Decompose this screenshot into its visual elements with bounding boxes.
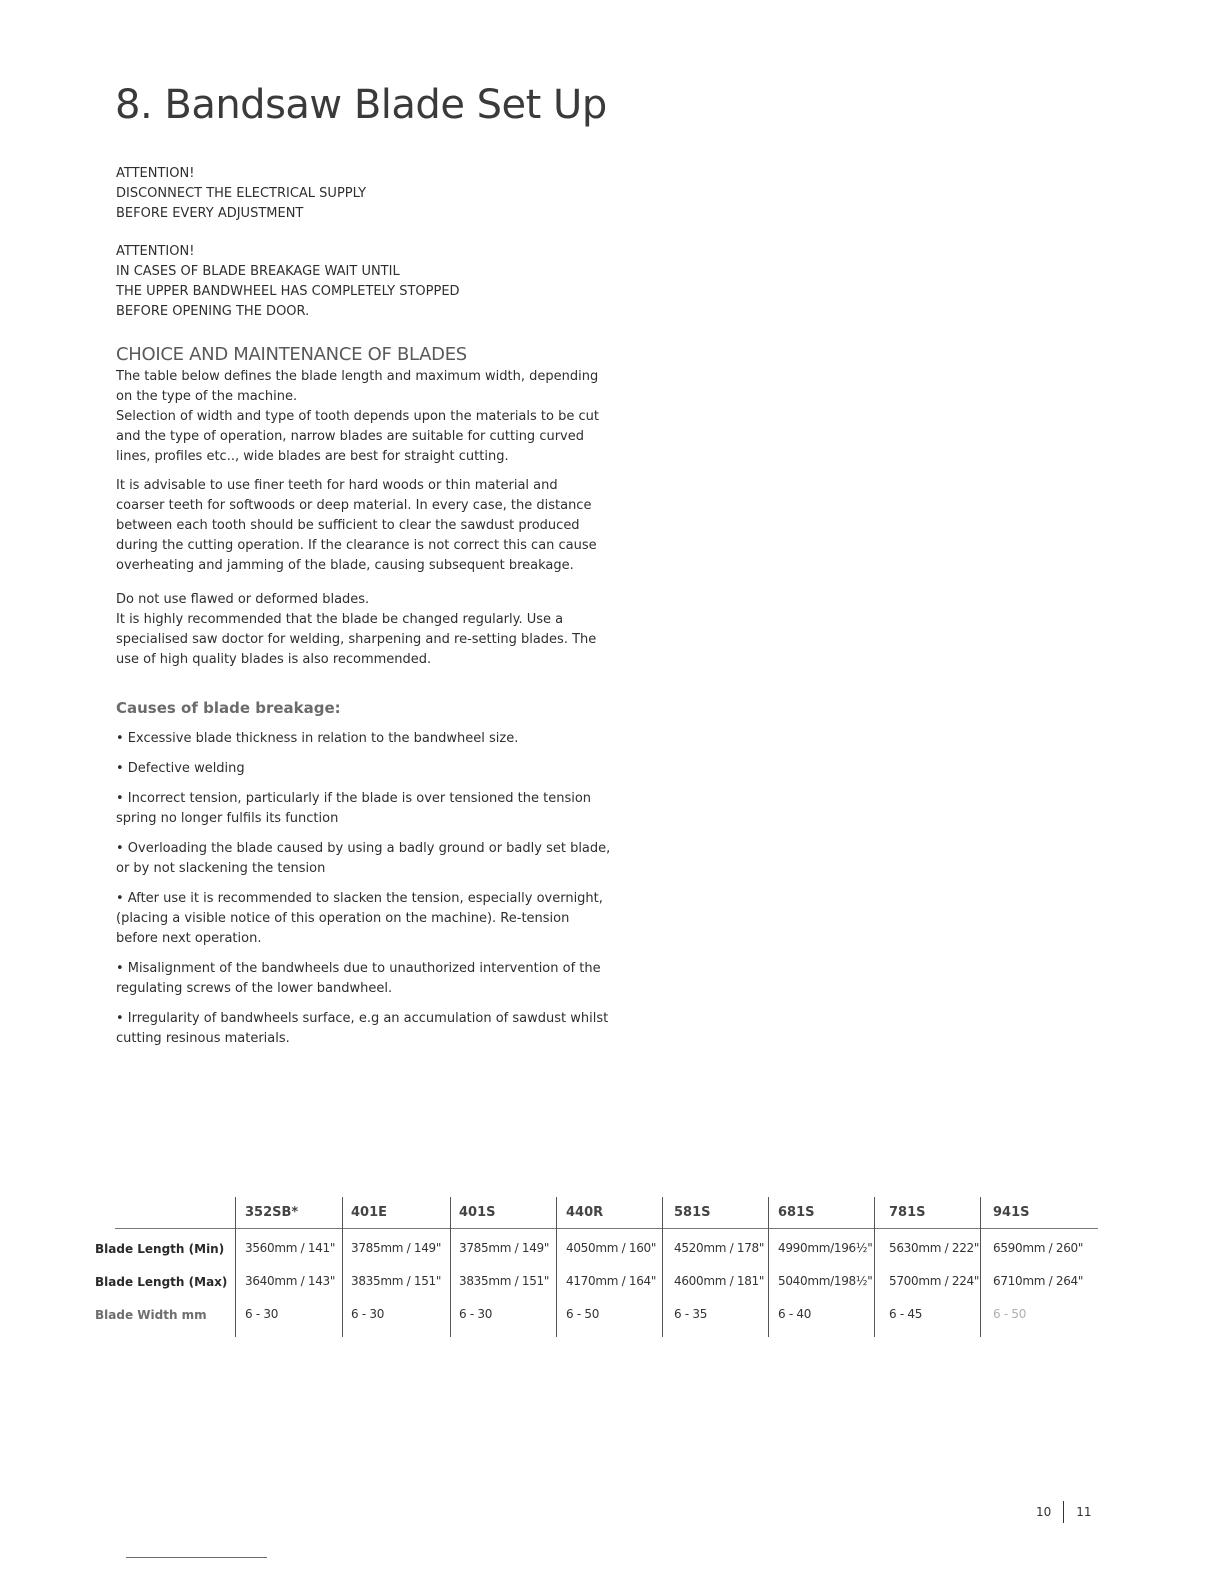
paragraph-line: lines, profiles etc.., wide blades are best for straight cutting. xyxy=(116,449,509,464)
column-divider xyxy=(662,1197,663,1337)
attention-notice-breakage xyxy=(116,242,460,322)
table-cell: 6 - 30 xyxy=(245,1307,279,1321)
list-item xyxy=(116,959,606,999)
column-header: 581S xyxy=(674,1205,711,1220)
list-item-line: regulating screws of the lower bandwheel. xyxy=(116,981,393,996)
list-item-line: • After use it is recommended to slacken the tension, especially overnight, xyxy=(116,891,603,906)
row-label: Blade Length (Min) xyxy=(95,1242,225,1256)
column-header: 941S xyxy=(993,1205,1030,1220)
notice-line: ATTENTION! xyxy=(116,244,195,259)
paragraph-line: use of high quality blades is also recommended. xyxy=(116,652,432,667)
table-cell: 6590mm / 260" xyxy=(993,1241,1084,1255)
paragraph-line: It is advisable to use finer teeth for hard woods or thin material and xyxy=(116,478,558,493)
page-number-right: 11 xyxy=(1076,1505,1092,1519)
list-item-line: • Defective welding xyxy=(116,761,245,776)
table-cell: 5700mm / 224" xyxy=(889,1274,980,1288)
footer-rule xyxy=(126,1557,267,1558)
table-cell: 6 - 45 xyxy=(889,1307,923,1321)
column-header: 440R xyxy=(566,1205,604,1220)
table-cell: 6 - 35 xyxy=(674,1307,708,1321)
list-item-line: • Overloading the blade caused by using a badly ground or badly set blade, xyxy=(116,841,611,856)
notice-line: IN CASES OF BLADE BREAKAGE WAIT UNTIL xyxy=(116,264,400,279)
table-cell: 3835mm / 151" xyxy=(351,1274,442,1288)
list-item xyxy=(116,1009,609,1049)
list-item-line: • Excessive blade thickness in relation to the bandwheel size. xyxy=(116,731,519,746)
list-item-line: • Misalignment of the bandwheels due to unauthorized intervention of the xyxy=(116,961,601,976)
paragraph-line: between each tooth should be sufficient to clear the sawdust produced xyxy=(116,518,580,533)
column-divider xyxy=(556,1197,557,1337)
paragraph-blade-selection xyxy=(116,367,599,467)
attention-notice-electrical xyxy=(116,164,366,224)
notice-line: BEFORE OPENING THE DOOR. xyxy=(116,304,310,319)
paragraph-line: and the type of operation, narrow blades are suitable for cutting curved xyxy=(116,429,584,444)
column-divider xyxy=(768,1197,769,1337)
notice-line: ATTENTION! xyxy=(116,166,195,181)
table-cell: 6 - 50 xyxy=(566,1307,600,1321)
page-title: 8. Bandsaw Blade Set Up xyxy=(115,82,607,128)
row-label: Blade Width mm xyxy=(95,1308,207,1322)
paragraph-line: coarser teeth for softwoods or deep material. In every case, the distance xyxy=(116,498,592,513)
list-item-line: or by not slackening the tension xyxy=(116,861,326,876)
causes-list xyxy=(116,729,611,1059)
table-cell: 6 - 30 xyxy=(351,1307,385,1321)
table-cell: 4050mm / 160" xyxy=(566,1241,657,1255)
paragraph-line: It is highly recommended that the blade be changed regularly. Use a xyxy=(116,612,564,627)
section-heading: CHOICE AND MAINTENANCE OF BLADES xyxy=(116,344,467,365)
list-item xyxy=(116,729,606,749)
paragraph-teeth xyxy=(116,476,596,576)
table-cell: 6 - 30 xyxy=(459,1307,493,1321)
column-divider xyxy=(235,1197,236,1337)
page-number-separator xyxy=(1063,1501,1064,1523)
page-numbers xyxy=(1036,1501,1092,1523)
column-divider xyxy=(980,1197,981,1337)
table-cell: 6710mm / 264" xyxy=(993,1274,1084,1288)
page-number-left: 10 xyxy=(1036,1505,1052,1519)
list-item-line: spring no longer fulfils its function xyxy=(116,811,339,826)
table-cell: 3560mm / 141" xyxy=(245,1241,336,1255)
list-item-line: (placing a visible notice of this operation on the machine). Re-tension xyxy=(116,911,570,926)
column-header: 681S xyxy=(778,1205,815,1220)
list-item-line: • Incorrect tension, particularly if the blade is over tensioned the tension xyxy=(116,791,592,806)
column-header: 781S xyxy=(889,1205,926,1220)
table-cell: 3835mm / 151" xyxy=(459,1274,550,1288)
column-header: 352SB* xyxy=(245,1205,299,1220)
table-cell: 5040mm/198½" xyxy=(778,1274,873,1288)
list-item-line: • Irregularity of bandwheels surface, e.g an accumulation of sawdust whilst xyxy=(116,1011,609,1026)
table-cell: 6 - 50 xyxy=(993,1307,1027,1321)
notice-line: THE UPPER BANDWHEEL HAS COMPLETELY STOPPED xyxy=(116,284,460,299)
column-divider xyxy=(874,1197,875,1337)
row-label: Blade Length (Max) xyxy=(95,1275,228,1289)
paragraph-line: specialised saw doctor for welding, sharpening and re-setting blades. The xyxy=(116,632,597,647)
column-divider xyxy=(450,1197,451,1337)
notice-line: BEFORE EVERY ADJUSTMENT xyxy=(116,206,304,221)
paragraph-line: Do not use flawed or deformed blades. xyxy=(116,592,370,607)
table-cell: 5630mm / 222" xyxy=(889,1241,980,1255)
blade-spec-table xyxy=(95,1197,1098,1337)
list-item xyxy=(116,839,611,879)
paragraph-line: overheating and jamming of the blade, causing subsequent breakage. xyxy=(116,558,574,573)
paragraph-line: on the type of the machine. xyxy=(116,389,298,404)
table-cell: 6 - 40 xyxy=(778,1307,812,1321)
table-cell: 3785mm / 149" xyxy=(459,1241,550,1255)
paragraph-line: during the cutting operation. If the clearance is not correct this can cause xyxy=(116,538,597,553)
table-cell: 4520mm / 178" xyxy=(674,1241,765,1255)
header-rule xyxy=(115,1228,1098,1229)
table-cell: 4600mm / 181" xyxy=(674,1274,765,1288)
paragraph-maintenance xyxy=(116,590,596,670)
causes-heading: Causes of blade breakage: xyxy=(116,699,341,717)
list-item xyxy=(116,789,606,829)
table-cell: 3785mm / 149" xyxy=(351,1241,442,1255)
table-cell: 4170mm / 164" xyxy=(566,1274,657,1288)
paragraph-line: The table below defines the blade length and maximum width, depending xyxy=(116,369,599,384)
list-item xyxy=(116,889,606,949)
column-header: 401S xyxy=(459,1205,496,1220)
table-cell: 3640mm / 143" xyxy=(245,1274,336,1288)
column-divider xyxy=(342,1197,343,1337)
list-item xyxy=(116,759,606,779)
column-header: 401E xyxy=(351,1205,388,1220)
paragraph-line: Selection of width and type of tooth depends upon the materials to be cut xyxy=(116,409,599,424)
notice-line: DISCONNECT THE ELECTRICAL SUPPLY xyxy=(116,186,367,201)
table-cell: 4990mm/196½" xyxy=(778,1241,873,1255)
list-item-line: cutting resinous materials. xyxy=(116,1031,290,1046)
list-item-line: before next operation. xyxy=(116,931,262,946)
